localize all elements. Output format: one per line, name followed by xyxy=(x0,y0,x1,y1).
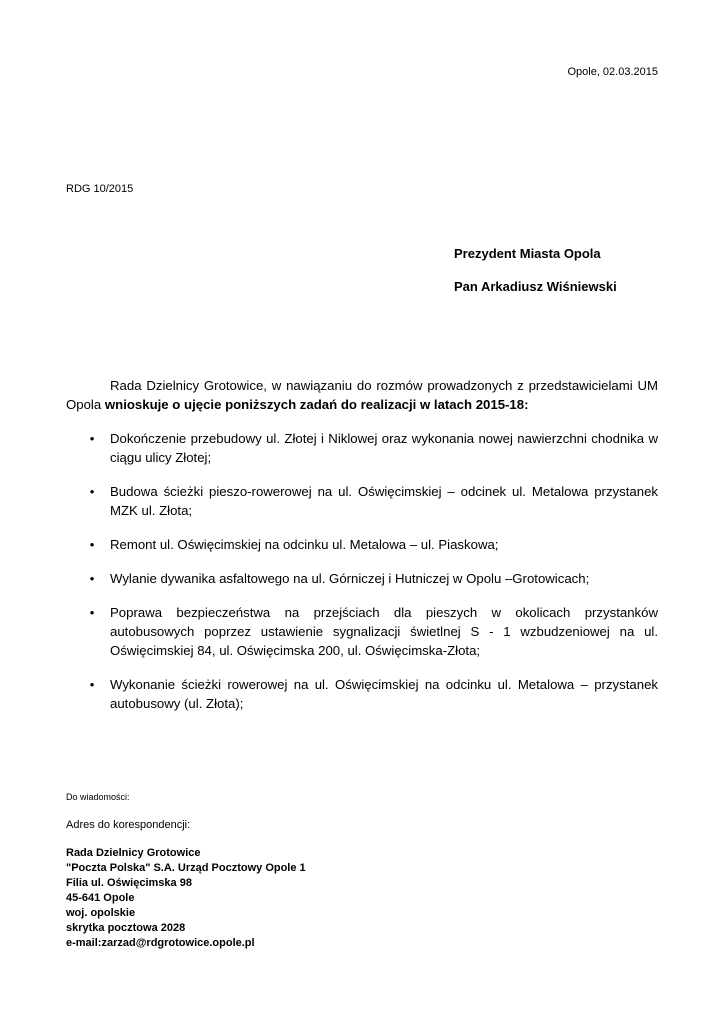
sender-line: skrytka pocztowa 2028 xyxy=(66,922,186,934)
list-item xyxy=(66,603,658,660)
task-list xyxy=(66,429,658,728)
bullet-icon: • xyxy=(89,484,95,499)
task-text: Dokończenie przebudowy ul. Złotej i Niklowej oraz wykonania nowej nawierzchni chodnika w ciągu ulicy Złotej; xyxy=(110,431,658,465)
task-text: Poprawa bezpieczeństwa na przejściach dla pieszych w okolicach przystanków autobusowych poprzez ustawienie sygnalizacji świetlnej S - 1 wzbudzeniowej na ul. Oświęcimskiej 84, ul. Oświęcimska 200, ul. Oświęcimska-Złota; xyxy=(110,605,658,658)
sender-line: woj. opolskie xyxy=(66,907,136,919)
sender-line: Filia ul. Oświęcimska 98 xyxy=(66,877,192,889)
list-item xyxy=(66,675,658,713)
bullet-icon: • xyxy=(89,571,95,586)
list-item xyxy=(66,569,658,588)
reference-number: RDG 10/2015 xyxy=(66,183,134,195)
addressee-title: Prezydent Miasta Opola xyxy=(454,246,601,261)
correspondence-label: Adres do korespondencji: xyxy=(66,819,191,831)
task-text: Wylanie dywanika asfaltowego na ul. Górniczej i Hutniczej w Opolu –Grotowicach; xyxy=(110,571,590,586)
list-item xyxy=(66,429,658,467)
body-paragraph xyxy=(66,376,658,414)
bullet-icon: • xyxy=(89,431,95,446)
sender-line: "Poczta Polska" S.A. Urząd Pocztowy Opole 1 xyxy=(66,862,306,874)
sender-address xyxy=(66,846,306,951)
list-item xyxy=(66,535,658,554)
task-text: Remont ul. Oświęcimskiej na odcinku ul. Metalowa – ul. Piaskowa; xyxy=(110,537,499,552)
body-intro: Rada Dzielnicy Grotowice, w nawiązaniu do rozmów prowadzonych z przedstawicielami UM Opola xyxy=(66,378,658,412)
sender-line: 45-641 Opole xyxy=(66,892,135,904)
addressee-name: Pan Arkadiusz Wiśniewski xyxy=(454,279,617,294)
body-request: wnioskuje o ujęcie poniższych zadań do realizacji w latach 2015-18: xyxy=(104,397,529,412)
bullet-icon: • xyxy=(89,605,95,620)
task-text: Wykonanie ścieżki rowerowej na ul. Oświęcimskiej na odcinku ul. Metalowa – przystanek autobusowy (ul. Złota); xyxy=(110,677,658,711)
list-item xyxy=(66,482,658,520)
task-text: Budowa ścieżki pieszo-rowerowej na ul. Oświęcimskiej – odcinek ul. Metalowa przystanek MZK ul. Złota; xyxy=(110,484,658,518)
sender-line: Rada Dzielnicy Grotowice xyxy=(66,847,201,859)
bullet-icon: • xyxy=(89,677,95,692)
sender-email: e-mail:zarzad@rdgrotowice.opole.pl xyxy=(66,937,255,949)
letter-date: Opole, 02.03.2015 xyxy=(567,66,658,78)
cc-label: Do wiadomości: xyxy=(66,792,130,802)
bullet-icon: • xyxy=(89,537,95,552)
